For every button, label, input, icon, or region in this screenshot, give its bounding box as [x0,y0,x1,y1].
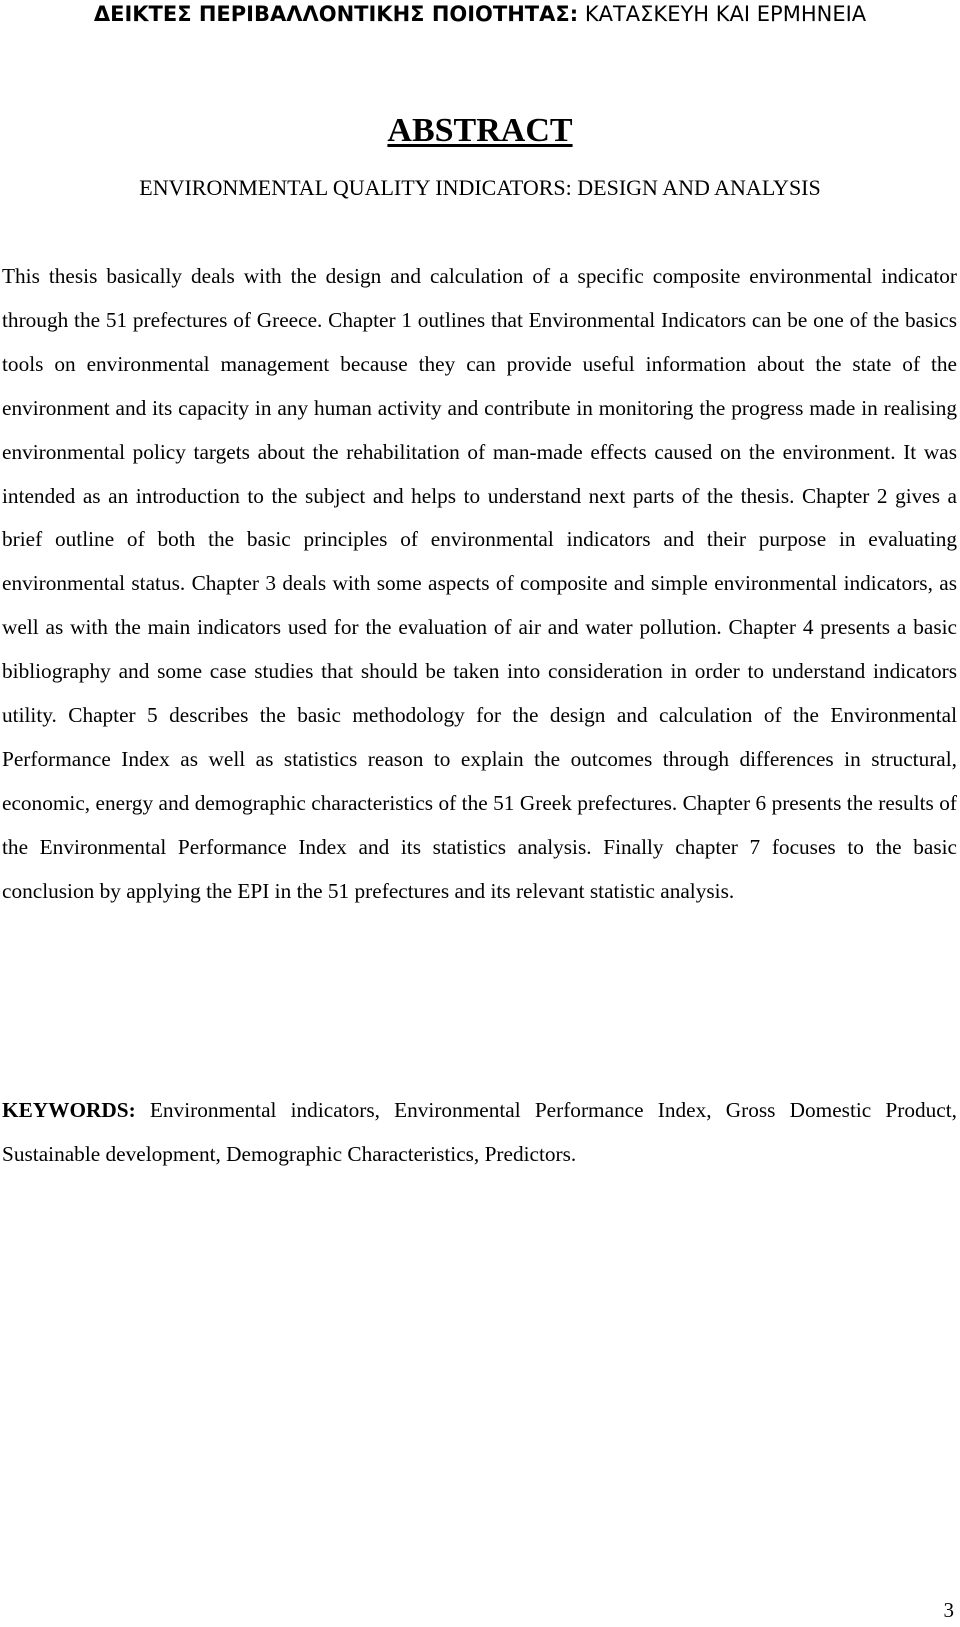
page-number: 3 [943,1598,954,1622]
running-header [0,0,960,28]
thesis-subtitle: ENVIRONMENTAL QUALITY INDICATORS: DESIGN AND ANALYSIS [139,175,821,200]
abstract-body: This thesis basically deals with the design and calculation of a specific composite environmental indicator through the 51 prefectures of Greece. Chapter 1 outlines that Environmental Indicators can be one of the basics tools on environmental management because they can provide useful information about the state of the environment and its capacity in any human activity and contribute in monitoring the progress made in realising environmental policy targets about the rehabilitation of man-made effects caused on the environment. It was intended as an introduction to the subject and helps to understand next parts of the thesis. Chapter 2 gives a brief outline of both the basic principles of environmental indicators and their purpose in evaluating environmental status. Chapter 3 deals with some aspects of composite and simple environmental indicators, as well as with the main indicators used for the evaluation of air and water pollution. Chapter 4 presents a basic bibliography and some case studies that should be taken into consideration in order to understand indicators utility. Chapter 5 describes the basic methodology for the design and calculation of the Environmental Performance Index as well as statistics reason to explain the outcomes through differences in structural, economic, energy and demographic characteristics of the 51 Greek prefectures. Chapter 6 presents the results of the Environmental Performance Index and its statistics analysis. Finally chapter 7 focuses to the basic conclusion by applying the EPI in the 51 prefectures and its relevant statistic analysis. [2,264,957,903]
keywords-label: KEYWORDS: [2,1098,136,1122]
keywords-text: Environmental indicators, Environmental Performance Index, Gross Domestic Product, Sustainable development, Demographic Characteristics, Predictors. [2,1098,957,1166]
keywords-paragraph [2,1089,957,1177]
running-header-title-rest: ΚΑΤΑΣΚΕΥΗ ΚΑΙ ΕΡΜΗΝΕΙΑ [584,2,867,26]
running-header-title-bold: ΔΕΙΚΤΕΣ ΠΕΡΙΒΑΛΛΟΝΤΙΚΗΣ ΠΟΙΟΤΗΤΑΣ: [93,2,579,26]
abstract-title: ABSTRACT [387,112,573,149]
